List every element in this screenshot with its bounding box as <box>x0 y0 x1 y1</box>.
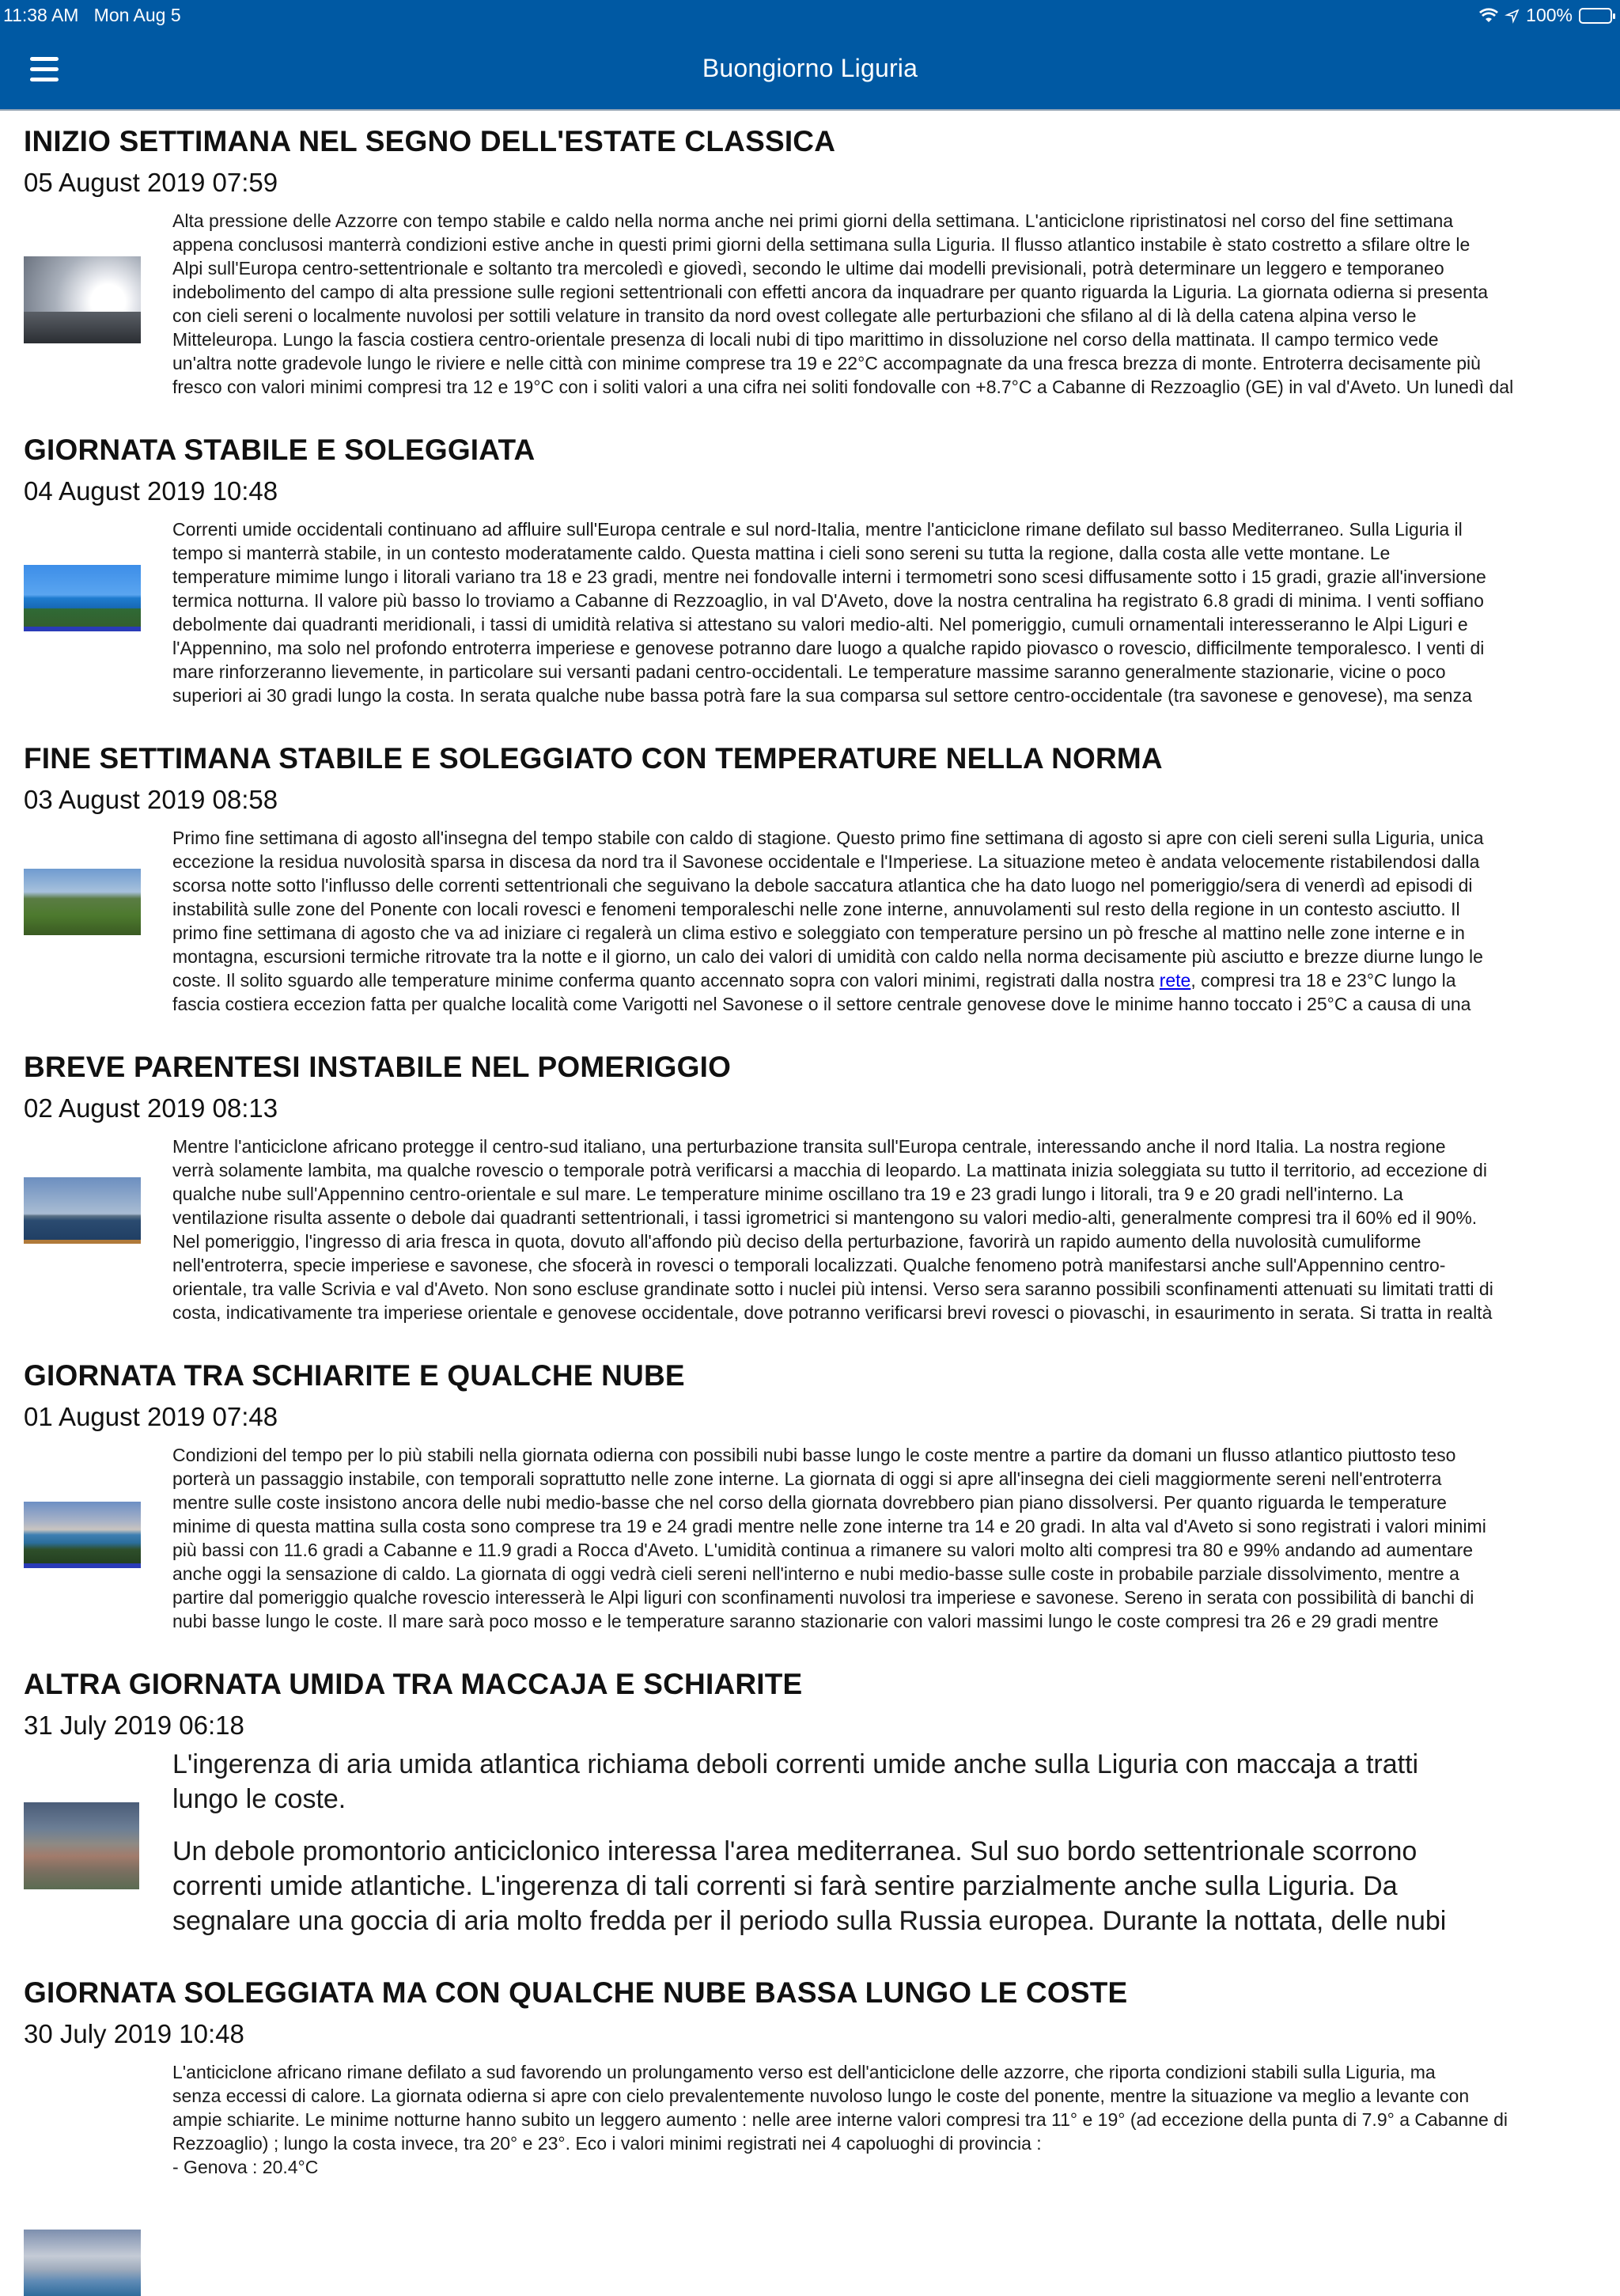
excerpt-line: eccezione la residua nuvolosità sparsa in discesa da nord tra il Savonese occidentale e l'Imperiese. La situazione meteo è andata velocemente ristabilendosi dalla <box>172 851 1480 872</box>
excerpt-line: mare rinforzeranno lievemente, in particolare sui versanti padani centro-occidentali. Le temperature massime saranno generalmente stazionarie, vicine o poco <box>172 661 1446 682</box>
excerpt-line: Alpi sull'Europa centro-settentrionale e soltanto tra mercoledì e giovedì, secondo le ultime dai modelli previsionali, potrà determinare un leggero e temporaneo <box>172 258 1444 278</box>
excerpt-line: instabilità sulle zone del Ponente con locali rovesci e fenomeni temporaleschi nelle zone interne, annuvolamenti sul resto della regione in un contesto asciutto. Il <box>172 899 1460 919</box>
excerpt-line: ventilazione risulta assente o debole dai quadranti settentrionali, i tassi igrometrici si mantengono su valori medio-alti, generalmente compresi tra il 60% ed il 90%. <box>172 1207 1478 1228</box>
battery-icon <box>1579 8 1612 24</box>
excerpt-line: qualche nube sull'Appennino centro-orientale e sul mare. Le temperature minime oscillano tra 19 e 23 gradi lungo i litorali, tra 9 e 20 gradi nell'interno. La <box>172 1184 1403 1204</box>
excerpt-line: Rezzoaglio) ; lungo la costa invece, tra 20° e 23°. Eco i valori minimi registrati nei 4 capoluoghi di provincia : <box>172 2133 1042 2154</box>
article-date: 30 July 2019 10:48 <box>24 2019 244 2048</box>
excerpt-line: partire dal pomeriggio qualche rovescio interesserà le Alpi liguri con sconfinamenti nuvolosi tra imperiese e savonese. Sereno in serata con possibilità di banchi di <box>172 1587 1474 1608</box>
excerpt-line: anche oggi la sensazione di caldo. La giornata di oggi vedrà cieli sereni nell'interno e nubi medio-basse sulle coste in probabile parziale dissolvimento, mentre a <box>172 1563 1459 1584</box>
excerpt-line: ampie schiarite. Le minime notturne hanno subito un leggero aumento : nelle aree interne valori compresi tra 11° e 19° (ad eccezione della punta di 7.9° a Cabanne di <box>172 2109 1508 2130</box>
excerpt-line: senza eccessi di calore. La giornata odierna si apre con cielo prevalentemente nuvoloso lungo le coste del ponente, mentre la situazione va meglio a levante con <box>172 2086 1470 2106</box>
excerpt-line: orientale, tra valle Scrivia e val d'Aveto. Non sono escluse grandinate sotto i nuclei più intensi. Verso sera saranno possibili sconfinamenti attenuati su limitati tratti di <box>172 1279 1493 1299</box>
article-title[interactable]: INIZIO SETTIMANA NEL SEGNO DELL'ESTATE CLASSICA <box>24 125 836 157</box>
article-date: 31 July 2019 06:18 <box>24 1711 244 1740</box>
article-excerpt <box>172 517 1604 707</box>
article-excerpt <box>172 826 1604 1016</box>
excerpt-line: nubi basse lungo le coste. Il mare sarà poco mosso e le temperature saranno stazionarie con valori massimi lungo le coste compresi tra 26 e 29 gradi mentre <box>172 1611 1439 1631</box>
excerpt-line: scorsa notte sotto l'influsso delle correnti settentrionali che seguivano la debole saccatura atlantica che ha dato luogo nel pomeriggio/sera di venerdì ad episodi di <box>172 875 1473 896</box>
article-thumbnail[interactable] <box>24 1502 141 1568</box>
article-excerpt <box>172 1747 1604 1938</box>
wifi-icon <box>1478 8 1499 24</box>
clock: 11:38 AM <box>3 5 79 25</box>
article-excerpt <box>172 1135 1604 1324</box>
excerpt-line: Condizioni del tempo per lo più stabili nella giornata odierna con possibili nubi basse lungo le coste mentre a partire da domani un flusso atlantico piuttosto teso <box>172 1445 1456 1465</box>
article-thumbnail[interactable] <box>24 2230 141 2296</box>
excerpt-line: tempo si manterrà stabile, in un contesto moderatamente caldo. Questa mattina i cieli sono sereni su tutta la regione, dalla costa alle vette montane. Le <box>172 543 1391 563</box>
article-title[interactable]: FINE SETTIMANA STABILE E SOLEGGIATO CON TEMPERATURE NELLA NORMA <box>24 742 1163 775</box>
article-thumbnail[interactable] <box>24 869 141 935</box>
excerpt-line: L'ingerenza di aria umida atlantica richiama deboli correnti umide anche sulla Liguria con maccaja a tratti <box>172 1749 1419 1779</box>
excerpt-line: minime di questa mattina sulla costa sono comprese tra 19 e 24 gradi mentre nelle zone interne tra 14 e 20 gradi. In alta val d'Aveto si sono registrati i valori minimi <box>172 1516 1486 1536</box>
excerpt-line: Alta pressione delle Azzorre con tempo stabile e caldo nella norma anche nei primi giorni della settimana. L'anticiclone ripristinatosi nel corso del fine settimana <box>172 210 1454 231</box>
battery-percent: 100% <box>1526 5 1573 25</box>
rete-link[interactable]: rete <box>1159 970 1191 991</box>
excerpt-line: un'altra notte gradevole lungo le riviere e nelle città con minime comprese tra 19 e 22°C accompagnate da una fresca brezza di monte. Entroterra decisamente più <box>172 353 1481 373</box>
excerpt-line: termica notturna. Il valore più basso lo troviamo a Cabanne di Rezzoaglio, in val D'Aveto, dove la nostra centralina ha registrato 6.8 gradi di minima. I venti soffiano <box>172 590 1484 611</box>
article-date: 01 August 2019 07:48 <box>24 1402 278 1431</box>
app-title: Buongiorno Liguria <box>702 54 918 82</box>
excerpt-line: mentre sulle coste insistono ancora delle nubi medio-basse che nel corso della giornata dovrebbero pian piano dissolversi. Per quanto riguarda le temperature <box>172 1492 1447 1513</box>
article-title[interactable]: GIORNATA STABILE E SOLEGGIATA <box>24 434 536 466</box>
article-excerpt <box>172 1443 1604 1633</box>
article-title[interactable]: ALTRA GIORNATA UMIDA TRA MACCAJA E SCHIARITE <box>24 1668 803 1700</box>
excerpt-line: l'Appennino, ma solo nel profondo entroterra imperiese e genovese potranno dare luogo a qualche rapido piovasco o rovescio, difficilmente temporalesco. I venti di <box>172 638 1485 658</box>
excerpt-line: costa, indicativamente tra imperiese orientale e genovese occidentale, dove potranno verificarsi brevi rovesci o piovaschi, in esaurimento in serata. Si tratta in realtà <box>172 1302 1493 1323</box>
article-title[interactable]: GIORNATA SOLEGGIATA MA CON QUALCHE NUBE BASSA LUNGO LE COSTE <box>24 1976 1128 2009</box>
excerpt-line: lungo le coste. <box>172 1784 346 1814</box>
excerpt-line: nell'entroterra, specie imperiese e savonese, che sfocerà in rovesci o temporali localizzati. Qualche fenomeno potrà manifestarsi anche sull'Appennino centro- <box>172 1255 1446 1275</box>
excerpt-line: L'anticiclone africano rimane defilato a sud favorendo un prolungamento verso est dell'anticiclone delle azzorre, che riporta condizioni stabili sulla Liguria, ma <box>172 2062 1436 2082</box>
excerpt-line: Nel pomeriggio, l'ingresso di aria fresca in quota, dovuto all'affondo più deciso della perturbazione, favorirà un rapido aumento della nuvolosità cumuliforme <box>172 1231 1421 1252</box>
excerpt-line: porterà un passaggio instabile, con temporali soprattutto nelle zone interne. La giornata di oggi si apre all'insegna dei cieli maggiormente sereni nell'entroterra <box>172 1468 1442 1489</box>
status-date: Mon Aug 5 <box>93 5 181 25</box>
excerpt-line <box>172 968 1604 992</box>
article-thumbnail[interactable] <box>24 565 141 631</box>
excerpt-line: Correnti umide occidentali continuano ad affluire sull'Europa centrale e sul nord-Italia, mentre l'anticiclone rimane defilato sul basso Mediterraneo. Sulla Liguria il <box>172 519 1463 540</box>
article-thumbnail[interactable] <box>24 256 141 343</box>
excerpt-line: segnalare una goccia di aria molto fredda per il periodo sulla Russia europea. Durante la nottata, delle nubi <box>172 1906 1447 1936</box>
article-title[interactable]: BREVE PARENTESI INSTABILE NEL POMERIGGIO <box>24 1051 732 1083</box>
excerpt-line: fresco con valori minimi compresi tra 12 e 19°C con i soliti valori a una cifra nei soliti fondovalle con +8.7°C a Cabanne di Rezzoaglio (GE) in val d'Aveto. Un lunedì dal <box>172 377 1514 397</box>
article-thumbnail[interactable] <box>24 1802 139 1889</box>
excerpt-line: fascia costiera eccezion fatta per qualche località come Varigotti nel Savonese o il settore centrale genovese dove le minime hanno toccato i 25°C a causa di una <box>172 994 1471 1014</box>
excerpt-line: correnti umide atlantiche. L'ingerenza di tali correnti si farà sentire parzialmente anche sulla Liguria. Da <box>172 1871 1398 1901</box>
excerpt-line: verrà solamente lambita, ma qualche rovescio o temporale potrà verificarsi a macchia di leopardo. La mattinata inizia soleggiata su tutto il territorio, ad eccezione di <box>172 1160 1487 1180</box>
article-thumbnail[interactable] <box>24 1177 141 1244</box>
article-date: 02 August 2019 08:13 <box>24 1093 278 1123</box>
location-arrow-icon <box>1505 9 1520 23</box>
status-bar <box>0 3 1620 30</box>
excerpt-line: temperature mimime lungo i litorali variano tra 18 e 23 gradi, mentre nei fondovalle interni i termometri sono scesi diffusamente sotto i 15 gradi, grazie all'inversione <box>172 566 1486 587</box>
excerpt-line: Mentre l'anticiclone africano protegge il centro-sud italiano, una perturbazione transita sull'Europa centrale, interessando anche il nord Italia. La nostra regione <box>172 1136 1446 1157</box>
excerpt-line: indebolimento del campo di alta pressione sulle regioni settentrionali con effetti ancora da inquadrare per quanto riguarda la Liguria. La giornata odierna si presenta <box>172 282 1489 302</box>
excerpt-line: appena conclusosi manterrà condizioni estive anche in questi primi giorni della settimana sulla Liguria. Il flusso atlantico instabile è stato costretto a sfilare oltre le <box>172 234 1470 255</box>
excerpt-line: Mitteleuropa. Lungo la fascia costiera centro-orientale presenza di locali nubi di tipo marittimo in dissoluzione nel corso della mattinata. Il campo termico vede <box>172 329 1439 350</box>
excerpt-line: Primo fine settimana di agosto all'insegna del tempo stabile con caldo di stagione. Questo primo fine settimana di agosto si apre con cieli sereni sulla Liguria, unica <box>172 828 1484 848</box>
excerpt-line: superiori ai 30 gradi lungo la costa. In serata qualche nube bassa potrà fare la sua comparsa sul settore centro-occidentale (tra savonese e genovese), ma senza <box>172 685 1472 706</box>
status-icons <box>1478 5 1612 26</box>
status-time <box>3 5 181 26</box>
article-title[interactable]: GIORNATA TRA SCHIARITE E QUALCHE NUBE <box>24 1359 685 1392</box>
excerpt-line: montagna, escursioni termiche ritrovate tra la notte e il giorno, un calo dei valori di umidità con caldo nella norma decisamente più asciutto e brezze diurne lungo le <box>172 946 1483 967</box>
excerpt-text: coste. Il solito sguardo alle temperature minime conferma quanto accennato sopra con valori minimi, registrati dalla nostra <box>172 970 1160 991</box>
article-excerpt <box>172 209 1604 399</box>
excerpt-line: Un debole promontorio anticiclonico interessa l'area mediterranea. Sul suo bordo settentrionale scorrono <box>172 1836 1418 1866</box>
article-date: 04 August 2019 10:48 <box>24 476 278 506</box>
excerpt-line: più bassi con 11.6 gradi a Cabanne e 11.9 gradi a Rocca d'Aveto. L'umidità continua a rimanere su valori molto alti compresi tra 80 e 99% andando ad aumentare <box>172 1540 1474 1560</box>
excerpt-line: debolmente dai quadranti meridionali, i tassi di umidità relativa si attestano su valori medio-alti. Nel pomeriggio, cumuli ornamentali interesseranno le Alpi Liguri e <box>172 614 1468 635</box>
article-excerpt <box>172 2060 1604 2179</box>
excerpt-line: - Genova : 20.4°C <box>172 2157 319 2177</box>
article-date: 05 August 2019 07:59 <box>24 168 278 197</box>
excerpt-line: primo fine settimana di agosto che va ad iniziare ci regalerà un clima estivo e soleggiato con temperature persino un pò fresche al mattino nelle zone interne e in <box>172 923 1465 943</box>
excerpt-line: con cieli sereni o localmente nuvolosi per sottili velature in transito da nord ovest collegate alle perturbazioni che sfilano al di là della catena alpina verso le <box>172 305 1417 326</box>
excerpt-text: , compresi tra 18 e 23°C lungo la <box>1190 970 1456 991</box>
article-date: 03 August 2019 08:58 <box>24 785 278 814</box>
app-header <box>0 0 1620 111</box>
